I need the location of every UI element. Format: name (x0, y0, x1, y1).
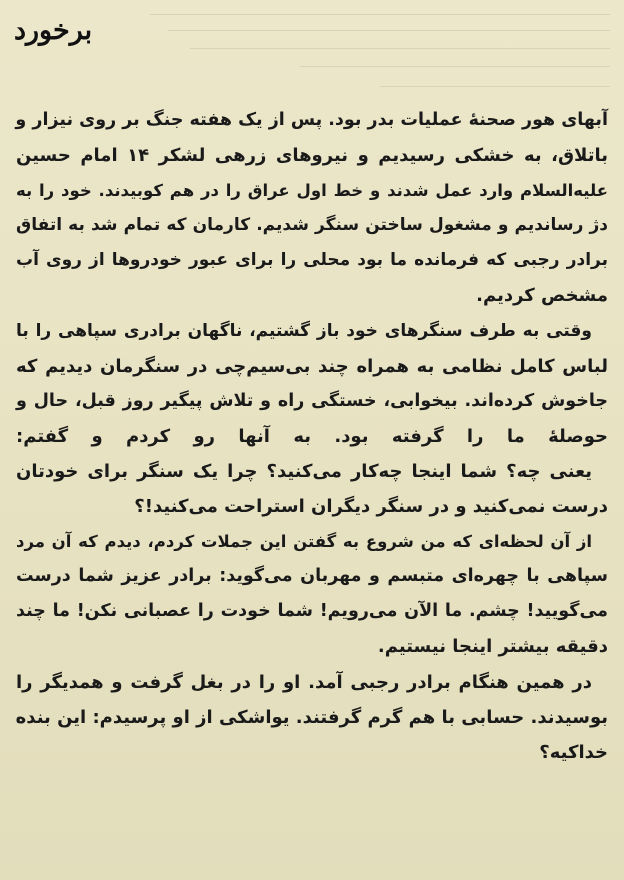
text-line: می‌گویید! چشم. ما الآن می‌رویم! شما خودت را عصبانی نکن! ما چند (16, 601, 608, 622)
page-title: برخورد (14, 15, 93, 46)
text-line: درست نمی‌کنید و در سنگر دیگران استراحت می‌کنید!؟ (134, 496, 608, 518)
text-line: وقتی به طرف سنگرهای خود باز گشتیم، ناگهان برادری سپاهی را با (16, 320, 592, 341)
text-line: لباس کامل نظامی به همراه چند بی‌سیم‌چی در سنگرمان دیدیم که (16, 355, 608, 377)
text-line: جاخوش کرده‌اند. بیخوابی، خستگی راه و تلاش پیگیر روز قبل، حال و (16, 390, 608, 411)
text-line: در همین هنگام برادر رجبی آمد. او را در بغل گرفت و همدیگر را (16, 671, 592, 693)
text-line: مشخص کردیم. (476, 285, 608, 307)
text-line: آبهای هور صحنهٔ عملیات بدر بود. پس از یک هفته جنگ بر روی نیزار و (15, 110, 608, 130)
text-line: علیه‌السلام وارد عمل شدند و خط اول عراق را در هم کوبیدند. خود را به (16, 181, 608, 201)
text-line: سپاهی با چهره‌ای متبسم و مهربان می‌گوید: برادر عزیز شما درست (16, 566, 608, 587)
text-line: برادر رجبی که فرمانده ما بود محلی را برای عبور خودروها از روی آب (16, 250, 608, 271)
story-text (16, 103, 608, 770)
text-line: خداکیه؟ (539, 741, 608, 763)
text-line: از آن لحظه‌ای که من شروع به گفتن این جملات کردم، دیدم که آن مرد (16, 532, 592, 552)
text-line: حوصلهٔ ما را گرفته بود. به آنها رو کردم و گفتم: (16, 425, 608, 447)
text-line: دژ رساندیم و مشغول ساختن سنگر شدیم. کارمان که تمام شد به اتفاق (16, 215, 608, 236)
text-line: بوسیدند. حسابی با هم گرم گرفتند. یواشکی از او پرسیدم: این بنده (15, 706, 608, 728)
bleed-through-text (0, 0, 624, 100)
text-line: یعنی چه؟ شما اینجا چه‌کار می‌کنید؟ چرا یک سنگر برای خودتان (16, 460, 592, 482)
text-line: باتلاق، به خشکی رسیدیم و نیروهای زرهی لشکر ۱۴ امام حسین (16, 145, 609, 167)
text-line: دقیقه بیشتر اینجا نیستیم. (377, 636, 608, 658)
